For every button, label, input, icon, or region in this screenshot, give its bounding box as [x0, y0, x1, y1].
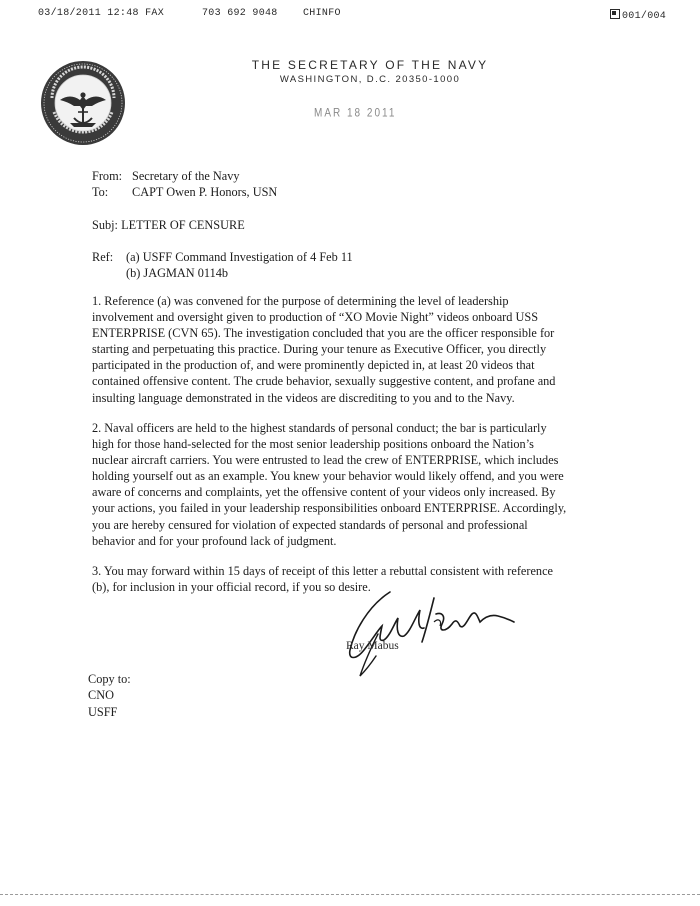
- to-value: CAPT Owen P. Honors, USN: [132, 185, 278, 200]
- from-to-block: [92, 168, 277, 200]
- paragraph-line: aware of concerns and complaints, yet the offensive content of your videos only increased. By: [92, 485, 556, 500]
- ref-a: (a) USFF Command Investigation of 4 Feb 11: [126, 250, 353, 264]
- paragraph-line: 3. You may forward within 15 days of receipt of this letter a rebuttal consistent with reference: [92, 564, 554, 578]
- paragraph-line: ENTERPRISE (CVN 65). The investigation concluded that you are the officer responsible for: [92, 326, 555, 341]
- copy-recipient: USFF: [88, 704, 118, 719]
- subj-label: Subj:: [92, 218, 118, 232]
- paragraph-line: 2. Naval officers are held to the highest standards of personal conduct; the bar is particularly: [92, 421, 547, 435]
- paragraph-line: behavior and for your profound lack of judgment.: [92, 533, 337, 548]
- fax-header: [38, 8, 678, 22]
- paragraph-line: participated in the production of, and were prominently depicted in, at least 20 videos that: [92, 358, 535, 373]
- handwritten-signature: [338, 584, 518, 694]
- paragraph-1: [92, 293, 555, 406]
- copy-to-label: Copy to:: [88, 672, 131, 686]
- paragraph-line: you are hereby censured for violation of expected standards of personal and professional: [92, 517, 528, 532]
- to-label: To:: [92, 185, 109, 200]
- paragraph-line: 1. Reference (a) was convened for the purpose of determining the level of leadership: [92, 294, 509, 308]
- paragraph-line: nuclear aircraft carriers. You were entrusted to lead the crew of ENTERPRISE, which includes: [92, 453, 559, 468]
- paragraph-line: high for those hand-selected for the most senior leadership positions onboard the Nation’s: [92, 437, 534, 452]
- paragraph-line: starting and perpetuating this practice. During your tenure as Executive Officer, you directly: [92, 342, 547, 357]
- paragraph-line: your actions, you failed in your leadership responsibilities onboard ENTERPRISE. Accordingly,: [92, 501, 567, 516]
- navy-seal-icon: [40, 60, 126, 146]
- signer-name: Ray Mabus: [346, 640, 399, 652]
- fax-sender: CHINFO: [303, 8, 341, 19]
- paragraph-line: holding yourself out as an example. You knew your behavior would likely offend, and you were: [92, 469, 564, 484]
- references-block: [92, 249, 353, 281]
- ref-b: (b) JAGMAN 0114b: [126, 266, 229, 281]
- letterhead-address: WASHINGTON, D.C. 20350-1000: [279, 74, 461, 85]
- from-value: Secretary of the Navy: [132, 169, 240, 183]
- paragraph-line: involvement and oversight given to production of “XO Movie Night” videos onboard USS: [92, 310, 539, 325]
- paragraph-line: insulting language demonstrated in the videos are discrediting to you and to the Navy.: [92, 390, 515, 405]
- letterhead-title: THE SECRETARY OF THE NAVY: [251, 58, 489, 72]
- paragraph-2: [92, 420, 566, 549]
- fax-pages: 001/004: [622, 11, 667, 22]
- copy-recipient: CNO: [88, 688, 114, 703]
- date-stamp: MAR 18 2011: [314, 107, 397, 120]
- copy-to-block: [88, 671, 131, 720]
- subject-line: [92, 217, 245, 233]
- ref-label: Ref:: [92, 250, 114, 264]
- fax-datetime: 03/18/2011 12:48 FAX: [38, 8, 165, 19]
- fax-phone: 703 692 9048: [202, 8, 278, 19]
- page-edge-divider: [0, 894, 700, 895]
- paragraph-line: contained offensive content. The crude behavior, sexually suggestive content, and profane and: [92, 374, 556, 389]
- paragraph-line: (b), for inclusion in your official record, if you so desire.: [92, 580, 371, 595]
- from-label: From:: [92, 169, 123, 183]
- subj-value: LETTER OF CENSURE: [121, 218, 245, 232]
- fax-page-box-icon: [610, 9, 620, 19]
